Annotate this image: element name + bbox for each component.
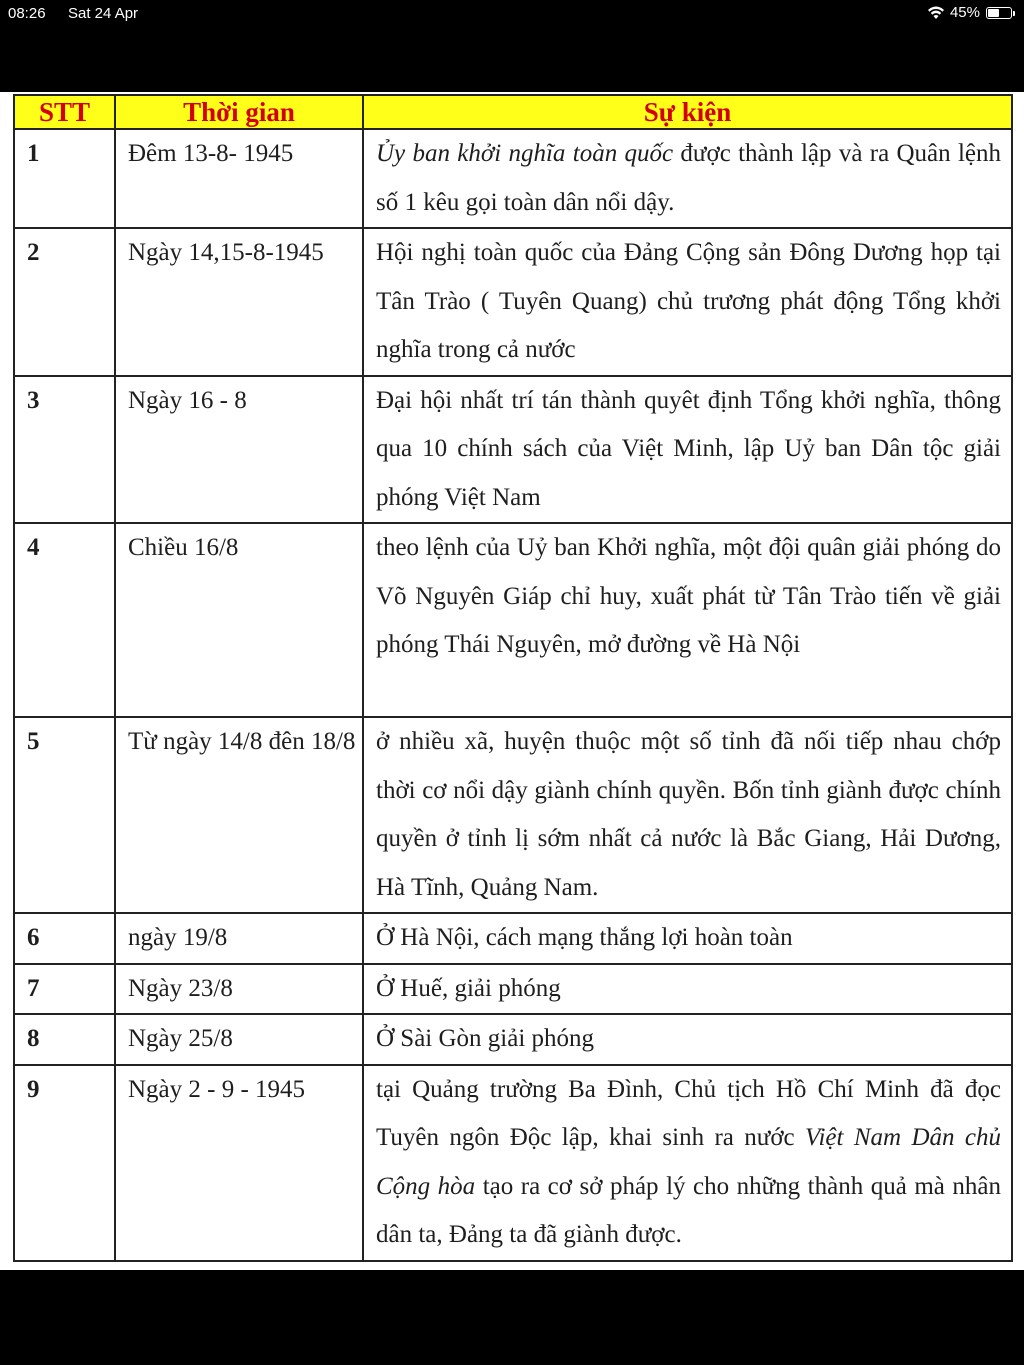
row-time: Chiều 16/8 — [115, 523, 363, 717]
table-row — [14, 964, 1012, 1015]
table-row — [14, 376, 1012, 524]
battery-percent: 45% — [949, 4, 980, 21]
row-event — [363, 129, 1012, 228]
row-time: Ngày 2 - 9 - 1945 — [115, 1065, 363, 1261]
table-row — [14, 228, 1012, 376]
bottom-bar — [0, 1270, 1024, 1365]
row-event: Ở Huế, giải phóng — [363, 964, 1012, 1015]
wifi-icon — [928, 6, 944, 20]
row-event: Hội nghị toàn quốc của Đảng Cộng sản Đông Dương họp tại Tân Trào ( Tuyên Quang) chủ trương phát động Tổng khởi nghĩa trong cả nước — [363, 228, 1012, 376]
status-time: 08:26 — [8, 5, 46, 22]
row-event — [363, 1065, 1012, 1261]
table-row — [14, 1014, 1012, 1065]
row-time: Ngày 14,15-8-1945 — [115, 228, 363, 376]
status-bar — [0, 0, 1024, 28]
table-row — [14, 129, 1012, 228]
row-stt: 2 — [14, 228, 115, 376]
row-time: Từ ngày 14/8 đên 18/8 — [115, 717, 363, 913]
row-event-text: được thành lập và ra Quân lệnh số 1 kêu gọi toàn dân nổi dậy. — [376, 140, 1001, 216]
row-event: Ở Hà Nội, cách mạng thắng lợi hoàn toàn — [363, 913, 1012, 964]
row-time: ngày 19/8 — [115, 913, 363, 964]
row-time: Đêm 13-8- 1945 — [115, 129, 363, 228]
row-stt: 7 — [14, 964, 115, 1015]
row-event-italic: Ủy ban khởi nghĩa toàn quốc — [376, 140, 674, 167]
row-event-italic: Việt Nam Dân chủ Cộng hòa — [376, 1124, 1001, 1200]
battery-icon — [986, 7, 1012, 19]
row-stt: 3 — [14, 376, 115, 524]
row-stt: 8 — [14, 1014, 115, 1065]
row-time: Ngày 23/8 — [115, 964, 363, 1015]
row-event-text: tại Quảng trường Ba Đình, Chủ tịch Hồ Chí Minh đã đọc Tuyên ngôn Độc lập, khai sinh ra nước — [376, 1075, 1001, 1151]
row-event: Ở Sài Gòn giải phóng — [363, 1014, 1012, 1065]
status-date: Sat 24 Apr — [68, 5, 139, 22]
row-event: Đại hội nhất trí tán thành quyêt định Tổng khởi nghĩa, thông qua 10 chính sách của Việt Minh, lập Uỷ ban Dân tộc giải phóng Việt Nam — [363, 376, 1012, 524]
row-time: Ngày 25/8 — [115, 1014, 363, 1065]
row-event-tail: tạo ra cơ sở pháp lý cho những thành quả mà nhân dân ta, Đảng ta đã giành được. — [376, 1172, 1001, 1248]
table-row — [14, 717, 1012, 913]
row-stt: 1 — [14, 129, 115, 228]
document-page — [0, 92, 1024, 1270]
battery-fill — [988, 9, 999, 17]
row-stt: 4 — [14, 523, 115, 717]
row-stt: 9 — [14, 1065, 115, 1261]
row-stt: 5 — [14, 717, 115, 913]
table-row — [14, 523, 1012, 717]
table-row — [14, 1065, 1012, 1261]
row-time: Ngày 16 - 8 — [115, 376, 363, 524]
events-table — [13, 94, 1013, 1262]
row-stt: 6 — [14, 913, 115, 964]
header-time: Thời gian — [115, 95, 363, 129]
header-stt: STT — [14, 95, 115, 129]
row-event: theo lệnh của Uỷ ban Khởi nghĩa, một đội quân giải phóng do Võ Nguyên Giáp chỉ huy, xuất phát từ Tân Trào tiến về giải phóng Thái Nguyên, mở đường về Hà Nội — [363, 523, 1012, 717]
table-row — [14, 913, 1012, 964]
table-header-row — [14, 95, 1012, 129]
row-event: ở nhiều xã, huyện thuộc một số tỉnh đã nối tiếp nhau chớp thời cơ nổi dậy giành chính quyền. Bốn tỉnh giành được chính quyền ở tỉnh lị sớm nhất cả nước là Bắc Giang, Hải Dương, Hà Tĩnh, Quảng Nam. — [363, 717, 1012, 913]
header-event: Sự kiện — [363, 95, 1012, 129]
status-right — [928, 4, 1012, 21]
